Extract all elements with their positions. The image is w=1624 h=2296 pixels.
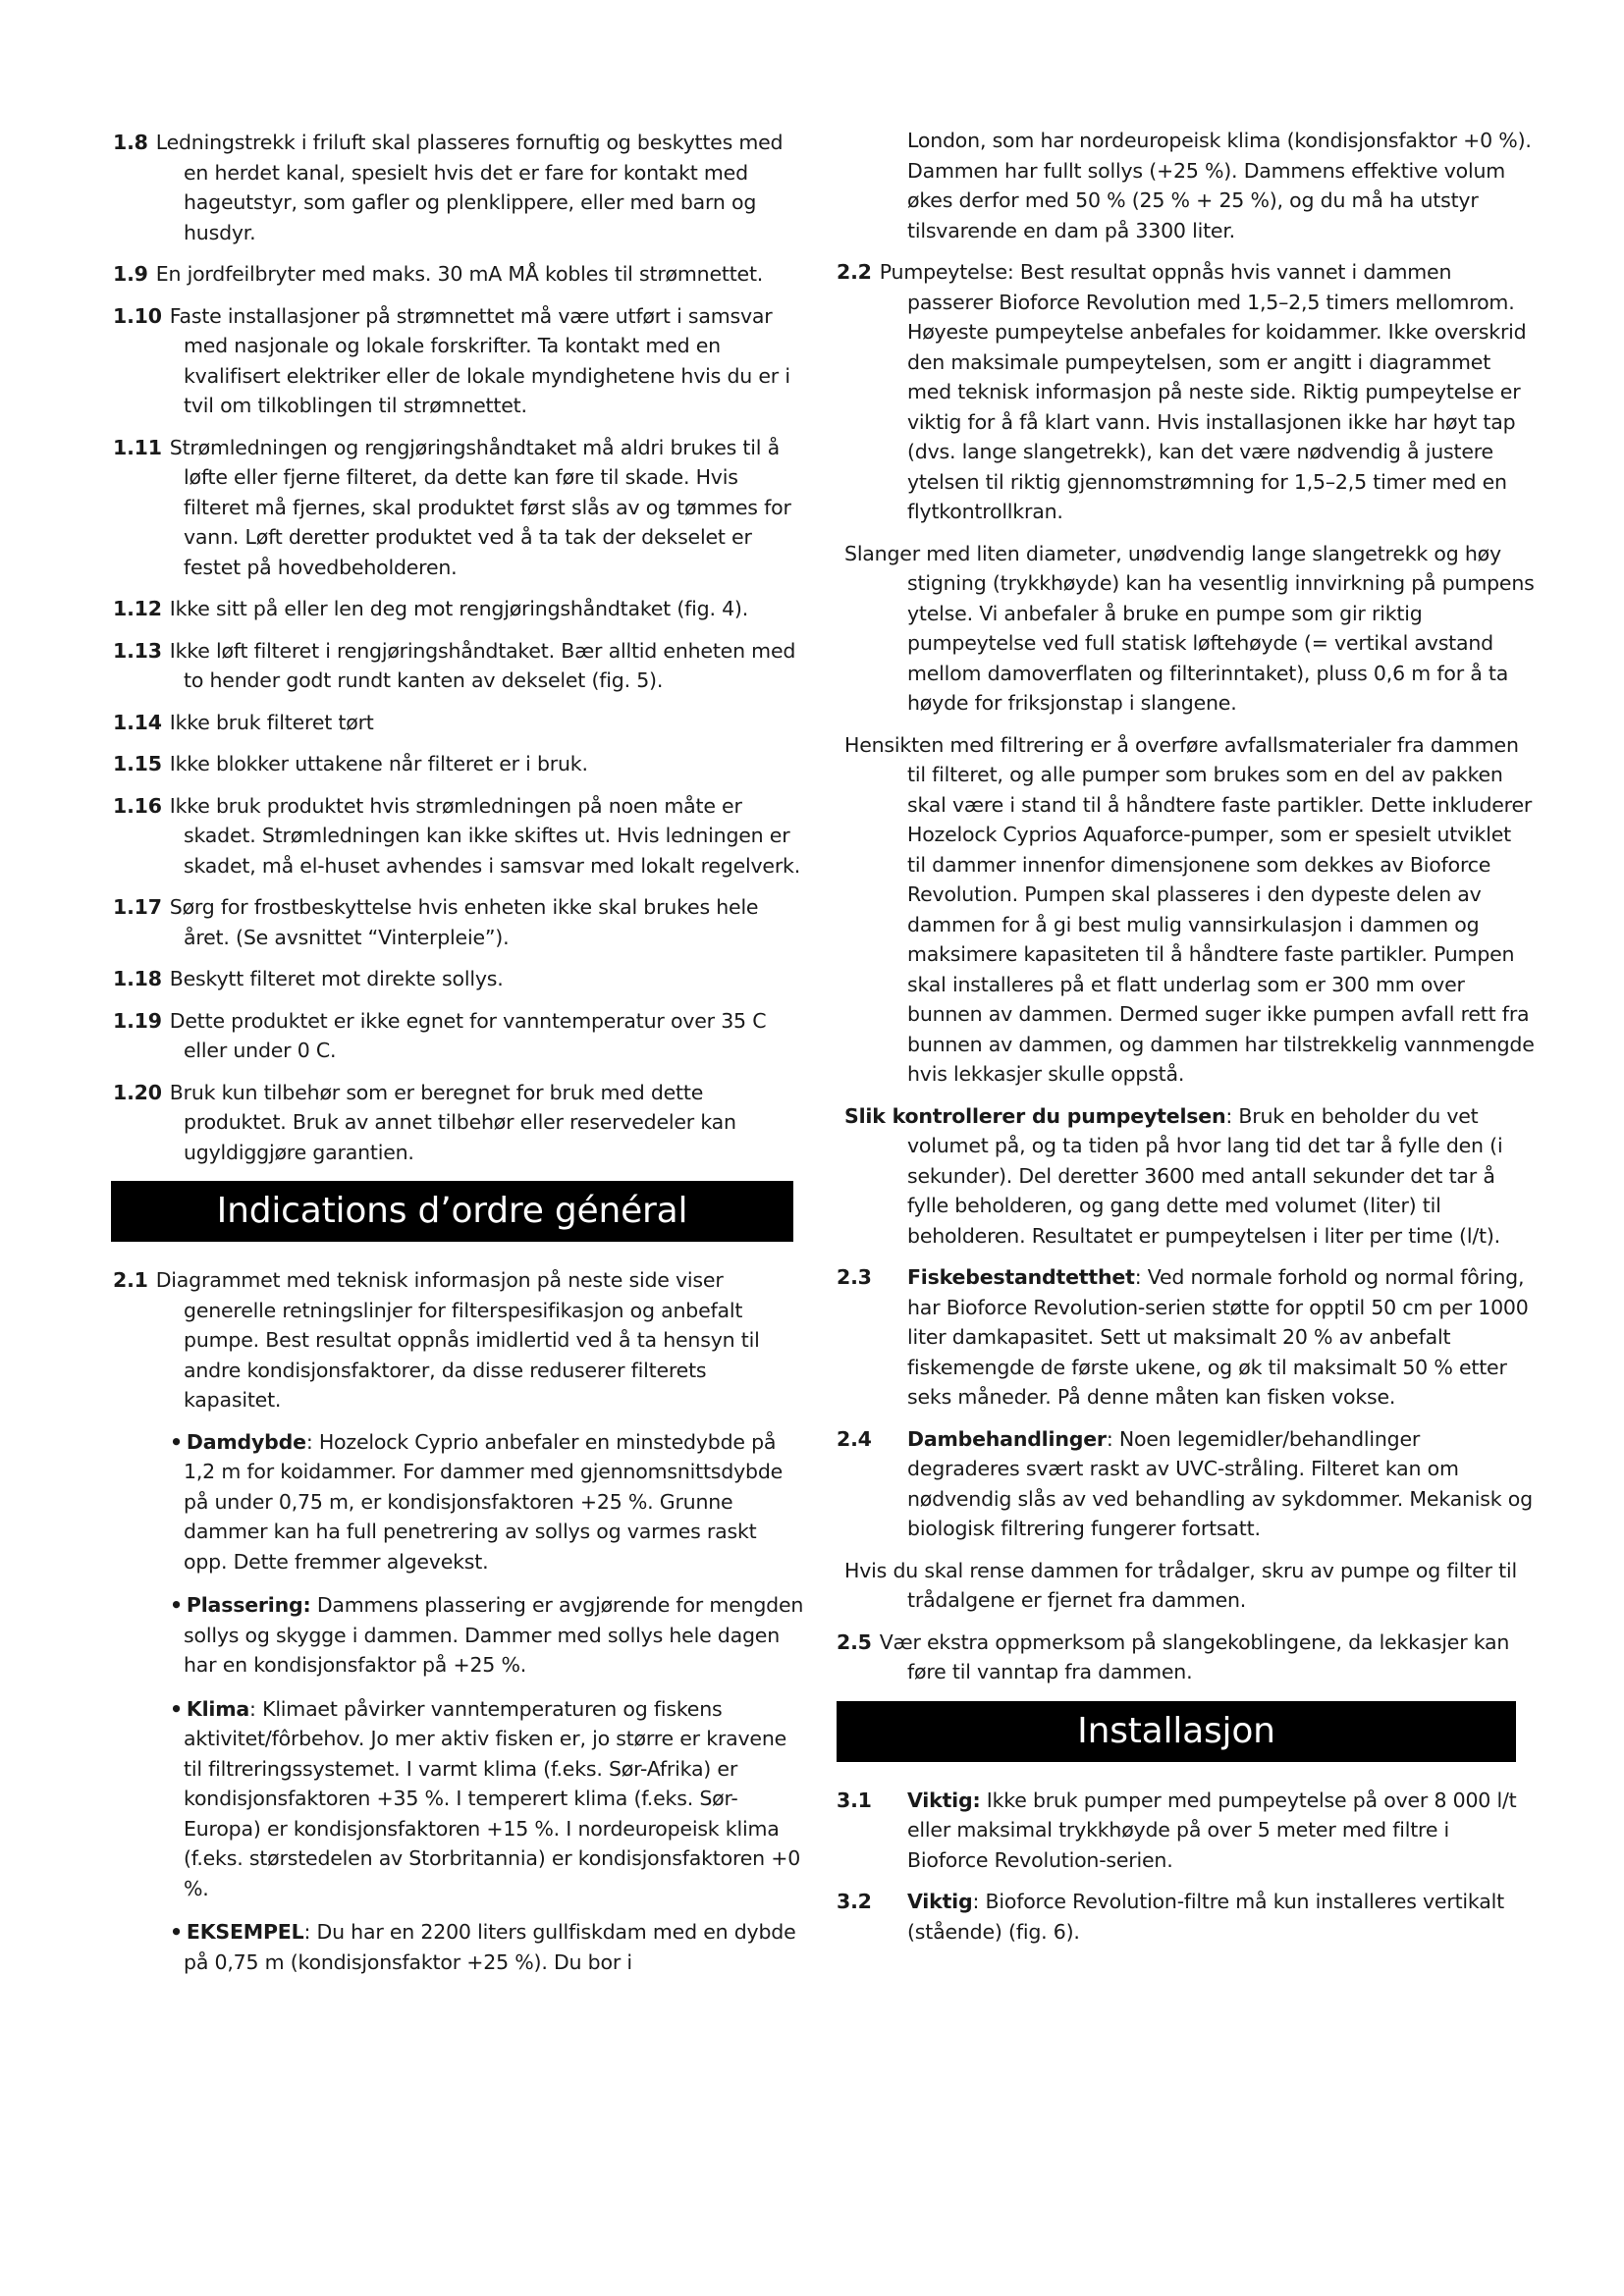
- item-text: : Bioforce Revolution-filtre må kun installeres vertikalt (stående) (fig. 6).: [907, 1890, 1504, 1944]
- item-text: : Hozelock Cyprio anbefaler en minstedybde på 1,2 m for koidammer. For dammer med gjennomsnittsdybde på under 0,75 m, er kondisjonsfaktoren +25 %. Grunne dammer kan ha full penetrering av sollys og varmes raskt opp. Dette fremmer algevekst.: [184, 1429, 784, 1574]
- item-number: 2.4: [837, 1426, 872, 1451]
- numbered-item: [113, 259, 805, 290]
- item-label: Viktig: [907, 1890, 973, 1913]
- numbered-item: [113, 636, 805, 696]
- numbered-item: [113, 433, 805, 583]
- numbered-item: [837, 1786, 1536, 1876]
- numbered-item: [837, 1556, 1536, 1616]
- item-label: Slik kontrollerer du pumpeytelsen: [844, 1103, 1226, 1128]
- numbered-item: [113, 1006, 805, 1066]
- item-text: Strømledningen og rengjøringshåndtaket må aldri brukes til å løfte eller fjerne filteret, da dette kan føre til skade. Hvis filteret må fjernes, skal produktet først slås av og tømmes for vann. Løft deretter produktet ved å ta tak der dekselet er festet på hovedbeholderen.: [169, 435, 791, 579]
- item-number: 1.17: [113, 895, 162, 919]
- item-text: : Ved normale forhold og normal fôring, har Bioforce Revolution-serien støtte for opptil 50 cm per 1000 liter damkapasitet. Sett ut maksimalt 20 % av anbefalt fiskemengde de første ukene, og øk til maksimalt 50 % etter seks måneder. På denne måten kan fisken vokse.: [907, 1265, 1529, 1409]
- bullet-item: [113, 1917, 805, 1977]
- item-label: EKSEMPEL: [186, 1920, 304, 1944]
- numbered-item: [837, 539, 1536, 719]
- item-text: Ikke blokker uttakene når filteret er i bruk.: [169, 752, 588, 775]
- item-text: Beskytt filteret mot direkte sollys.: [169, 967, 504, 990]
- item-label: Dambehandlinger: [907, 1426, 1107, 1451]
- item-text: Ikke bruk filteret tørt: [169, 710, 374, 734]
- item-number: 1.8: [113, 131, 148, 154]
- item-text: Ikke sitt på eller len deg mot rengjøringshåndtaket (fig. 4).: [169, 597, 749, 620]
- right-column: [837, 126, 1536, 1958]
- item-number: 1.19: [113, 1008, 162, 1033]
- item-number: 1.13: [113, 638, 162, 663]
- item-text: Vær ekstra oppmerksom på slangekoblingene, da lekkasjer kan føre til vanntap fra dammen.: [879, 1629, 1510, 1683]
- item-label: Fiskebestandtetthet: [907, 1265, 1135, 1289]
- bullet-item: [113, 1590, 805, 1681]
- bullet-item: [113, 1427, 805, 1577]
- section-heading: Indications d’ordre général: [111, 1181, 793, 1242]
- numbered-item: [837, 1101, 1536, 1252]
- item-number: 1.10: [113, 303, 162, 328]
- numbered-item: [837, 1628, 1536, 1687]
- left-column: [113, 128, 805, 1991]
- numbered-item: [837, 1424, 1536, 1544]
- item-number: 1.18: [113, 967, 162, 990]
- item-text: Ledningstrekk i friluft skal plasseres fornuftig og beskyttes med en herdet kanal, spesielt hvis det er fare for kontakt med hageutstyr, som gafler og plenklippere, eller med barn og husdyr.: [155, 131, 784, 244]
- item-text: : Bruk en beholder du vet volumet på, og ta tiden på hvor lang tid det tar å fylle den (i sekunder). Del deretter 3600 med antall sekunder det tar å fylle beholderen, og gang dette med volumet (liter) til beholderen. Resultatet er pumpeytelsen i liter per time (l/t).: [907, 1103, 1503, 1248]
- item-label: Klima: [186, 1696, 250, 1721]
- bullet-item: [113, 1694, 805, 1904]
- item-label: Damdybde: [186, 1429, 306, 1454]
- numbered-item: [113, 892, 805, 952]
- item-number: 1.16: [113, 793, 162, 818]
- item-number: 2.5: [837, 1629, 872, 1654]
- numbered-item: [113, 749, 805, 779]
- numbered-item: [837, 1887, 1536, 1947]
- item-text: Diagrammet med teknisk informasjon på neste side viser generelle retningslinjer for filterspesifikasjon og anbefalt pumpe. Best resultat oppnås imidlertid ved å ta hensyn til andre kondisjonsfaktorer, da disse reduserer filterets kapasitet.: [155, 1268, 760, 1412]
- item-number: 2.1: [113, 1268, 148, 1292]
- numbered-item: [113, 1078, 805, 1168]
- numbered-item: [113, 964, 805, 994]
- item-label: Plassering:: [186, 1593, 311, 1617]
- bullet-icon: •: [170, 1593, 183, 1617]
- item-text: Ikke løft filteret i rengjøringshåndtaket. Bær alltid enheten med to hender godt rundt kanten av dekselet (fig. 5).: [169, 638, 796, 692]
- numbered-item: [113, 301, 805, 421]
- numbered-item: [837, 730, 1536, 1090]
- item-number: 1.15: [113, 752, 162, 775]
- paragraph-continuation: London, som har nordeuropeisk klima (kondisjonsfaktor +0 %). Dammen har fullt sollys (+25 %). Dammens effektive volum økes derfor med 50 % (25 % + 25 %), og du må ha utstyr tilsvarende en dam på 3300 liter.: [907, 129, 1532, 242]
- numbered-item: [113, 594, 805, 624]
- item-text: Ikke bruk pumper med pumpeytelse på over 8 000 l/t eller maksimal trykkhøyde på over 5 meter med filtre i Bioforce Revolution-serien.: [907, 1788, 1517, 1872]
- item-number: 1.14: [113, 710, 162, 734]
- item-text: Faste installasjoner på strømnettet må være utført i samsvar med nasjonale og lokale forskrifter. Ta kontakt med en kvalifisert elektriker eller de lokale myndighetene hvis du er i tvil om tilkoblingen til strømnettet.: [169, 303, 790, 417]
- bullet-icon: •: [170, 1696, 183, 1721]
- item-number: 3.2: [837, 1890, 872, 1913]
- item-text: Hvis du skal rense dammen for trådalger, skru av pumpe og filter til trådalgene er fjernet fra dammen.: [844, 1558, 1517, 1612]
- numbered-item: [113, 1265, 805, 1415]
- item-number: 2.3: [837, 1265, 872, 1289]
- item-text: En jordfeilbryter med maks. 30 mA MÅ kobles til strømnettet.: [155, 262, 764, 286]
- item-number: 1.11: [113, 435, 162, 459]
- section-heading: Installasjon: [837, 1701, 1516, 1762]
- item-number: 3.1: [837, 1788, 872, 1812]
- item-text: Pumpeytelse: Best resultat oppnås hvis vannet i dammen passerer Bioforce Revolution med 1,5–2,5 timers mellomrom. Høyeste pumpeytelse anbefales for koidammer. Ikke overskrid den maksimale pumpeytelsen, som er angitt i diagrammet med teknisk informasjon på neste side. Riktig pumpeytelse er viktig for å få klart vann. Hvis installasjonen ikke har høyt tap (dvs. lange slangetrekk), kan det være nødvendig å justere ytelsen til riktig gjennomstrømning for 1,5–2,5 timer med en flytkontrollkran.: [879, 260, 1527, 523]
- numbered-item: [113, 708, 805, 738]
- numbered-item: [113, 791, 805, 881]
- item-text: Slanger med liten diameter, unødvendig lange slangetrekk og høy stigning (trykkhøyde) kan ha vesentlig innvirkning på pumpens ytelse. Vi anbefaler å bruke en pumpe som gir riktig pumpeytelse ved full statisk løftehøyde (= vertikal avstand mellom damoverflaten og filterinntaket), pluss 0,6 m for å ta høyde for friksjonstap i slangene.: [844, 541, 1535, 715]
- bullet-icon: •: [170, 1429, 183, 1454]
- numbered-item: [837, 1262, 1536, 1413]
- item-text: : Du har en 2200 liters gullfiskdam med en dybde på 0,75 m (kondisjonsfaktor +25 %). Du bor i: [184, 1920, 796, 1974]
- numbered-item: [113, 128, 805, 247]
- item-text: Hensikten med filtrering er å overføre avfallsmaterialer fra dammen til filteret, og alle pumper som brukes som en del av pakken skal være i stand til å håndtere faste partikler. Dette inkluderer Hozelock Cyprios Aquaforce-pumper, som er spesielt utviklet til dammer innenfor dimensjonene som dekkes av Bioforce Revolution. Pumpen skal plasseres i den dypeste delen av dammen for å gi best mulig vannsirkulasjon i dammen og maksimere kapasiteten til å håndtere faste partikler. Pumpen skal installeres på et flatt underlag som er 300 mm over bunnen av dammen. Dermed suger ikke pumpen avfall rett fra bunnen av dammen, og dammen har tilstrekkelig vannmengde hvis lekkasjer skulle oppstå.: [844, 732, 1535, 1086]
- item-label: Viktig:: [907, 1788, 981, 1812]
- item-number: 1.9: [113, 262, 148, 286]
- item-text: Dette produktet er ikke egnet for vanntemperatur over 35 C eller under 0 C.: [169, 1008, 767, 1062]
- item-text: Ikke bruk produktet hvis strømledningen på noen måte er skadet. Strømledningen kan ikke skiftes ut. Hvis ledningen er skadet, må el-huset avhendes i samsvar med lokalt regelverk.: [169, 793, 801, 878]
- item-number: 1.20: [113, 1080, 162, 1104]
- item-number: 2.2: [837, 260, 872, 284]
- item-text: : Noen legemidler/behandlinger degraderes svært raskt av UVC-stråling. Filteret kan om nødvendig slås av ved behandling av sykdommer. Mekanisk og biologisk filtrering fungerer fortsatt.: [907, 1426, 1533, 1540]
- bullet-icon: •: [170, 1920, 183, 1944]
- item-number: 1.12: [113, 597, 162, 620]
- item-text: Bruk kun tilbehør som er beregnet for bruk med dette produktet. Bruk av annet tilbehør eller reservedeler kan ugyldiggjøre garantien.: [169, 1080, 736, 1164]
- numbered-item: [837, 257, 1536, 527]
- item-text: Dammens plassering er avgjørende for mengden sollys og skygge i dammen. Dammer med sollys hele dagen har en kondisjonsfaktor på +25 %.: [184, 1593, 804, 1677]
- item-text: Sørg for frostbeskyttelse hvis enheten ikke skal brukes hele året. (Se avsnittet “Vinterpleie”).: [169, 895, 759, 949]
- item-text: : Klimaet påvirker vanntemperaturen og fiskens aktivitet/fôrbehov. Jo mer aktiv fisken er, jo større er kravene til filtreringssystemet. I varmt klima (f.eks. Sør-Afrika) er kondisjonsfaktoren +35 %. I temperert klima (f.eks. Sør-Europa) er kondisjonsfaktoren +15 %. I nordeuropeisk klima (f.eks. størstedelen av Storbritannia) er kondisjonsfaktoren +0 %.: [184, 1696, 801, 1900]
